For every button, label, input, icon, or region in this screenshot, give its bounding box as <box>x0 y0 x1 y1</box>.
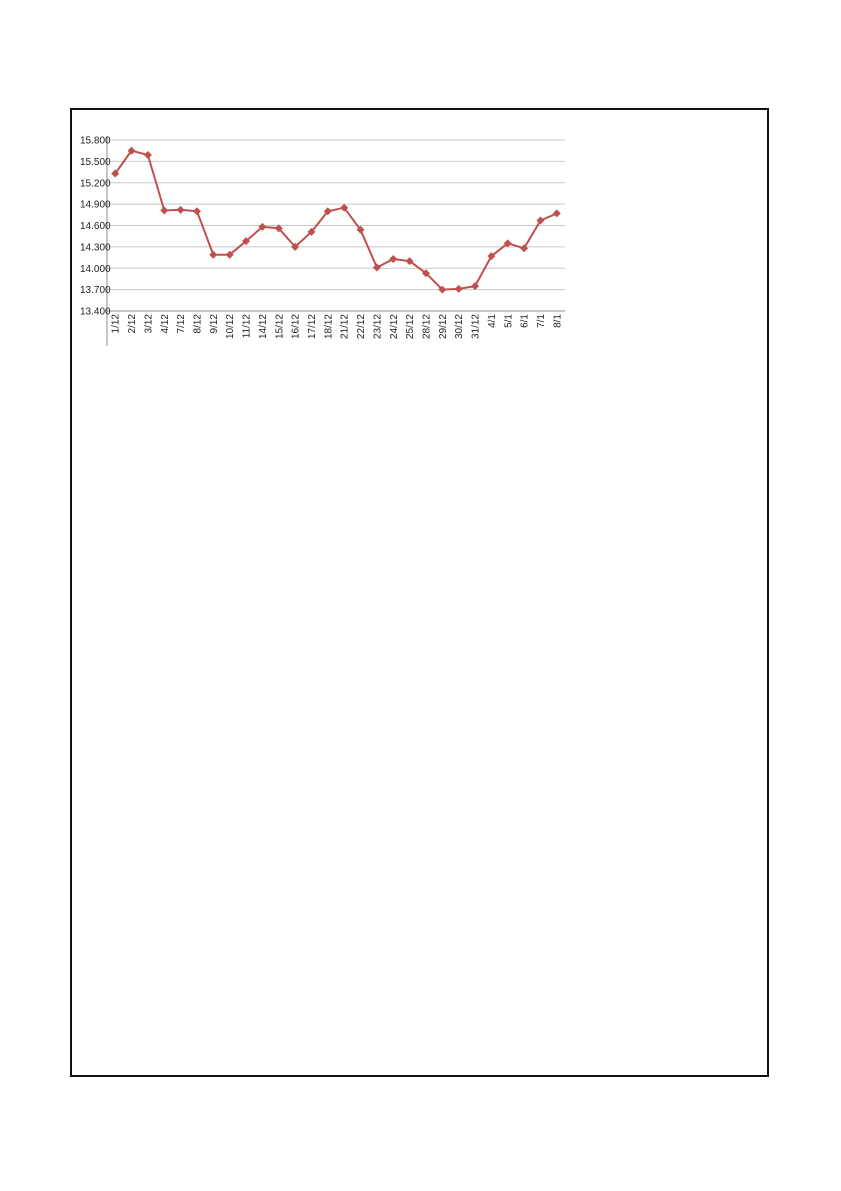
y-tick-label: 15.800 <box>80 135 111 147</box>
x-tick-label: 6/1 <box>519 314 531 328</box>
x-tick-labels <box>111 314 564 339</box>
y-tick-label: 13.700 <box>80 285 111 297</box>
x-tick-label: 28/12 <box>421 314 433 340</box>
data-point <box>144 151 152 159</box>
data-point <box>209 251 217 259</box>
x-tick-label: 18/12 <box>323 314 335 340</box>
x-tick-label: 11/12 <box>241 314 253 339</box>
x-tick-label: 30/12 <box>454 314 466 340</box>
line-chart <box>78 117 568 346</box>
x-tick-label: 25/12 <box>405 314 417 340</box>
x-tick-label: 15/12 <box>274 314 286 340</box>
y-tick-label: 15.200 <box>80 178 111 190</box>
data-point <box>193 207 201 215</box>
x-tick-label: 3/12 <box>143 314 155 334</box>
x-tick-label: 4/12 <box>159 314 171 334</box>
x-tick-label: 1/12 <box>110 314 122 334</box>
y-tick-label: 13.400 <box>80 306 111 318</box>
x-tick-label: 23/12 <box>372 314 384 340</box>
x-tick-label: 29/12 <box>437 314 449 340</box>
x-tick-label: 24/12 <box>388 314 400 340</box>
x-tick-label: 8/12 <box>192 314 204 334</box>
x-tick-label: 4/1 <box>486 314 498 328</box>
x-tick-label: 22/12 <box>356 314 368 340</box>
x-tick-label: 8/1 <box>552 314 564 328</box>
data-point <box>389 255 397 263</box>
y-tick-label: 14.900 <box>80 199 111 211</box>
series-layer <box>111 147 561 294</box>
x-tick-label: 21/12 <box>339 314 351 340</box>
data-point <box>455 285 463 293</box>
x-tick-label: 10/12 <box>225 314 237 340</box>
y-tick-label: 14.000 <box>80 263 111 275</box>
data-point <box>536 217 544 225</box>
y-tick-label: 15.500 <box>80 156 111 168</box>
x-tick-label: 31/12 <box>470 314 482 340</box>
data-point <box>177 206 185 214</box>
x-tick-label: 17/12 <box>306 314 318 340</box>
data-point <box>553 209 561 217</box>
data-point <box>471 282 479 290</box>
x-tick-label: 2/12 <box>127 314 139 334</box>
x-tick-label: 16/12 <box>290 314 302 340</box>
y-tick-label: 14.600 <box>80 221 111 232</box>
y-tick-labels <box>80 136 111 318</box>
y-tick-label: 14.300 <box>80 242 111 254</box>
gridlines <box>107 140 565 311</box>
x-tick-label: 7/12 <box>176 314 188 334</box>
data-point <box>160 207 168 215</box>
x-tick-label: 14/12 <box>257 314 269 340</box>
chart-svg <box>78 117 568 346</box>
x-tick-label: 5/1 <box>503 314 515 328</box>
data-point <box>373 264 381 272</box>
x-tick-label: 7/1 <box>535 314 547 328</box>
series-line <box>115 151 557 290</box>
x-tick-label: 9/12 <box>208 314 220 334</box>
